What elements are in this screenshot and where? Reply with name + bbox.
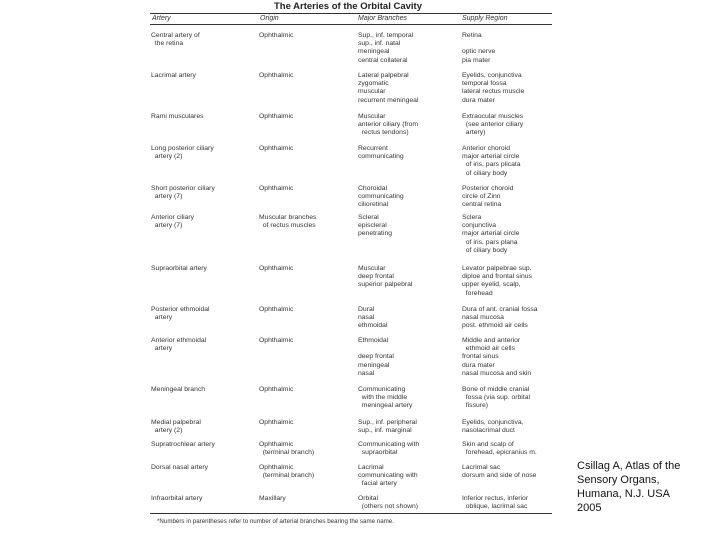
cell-supply-region: Dura of ant. cranial fossa nasal mucosa post. ethmoid air cells	[462, 306, 538, 330]
cell-major-branches: Orbital (others not shown)	[358, 495, 419, 511]
cell-supply-region: Anterior choroid major arterial circle of iris, pars plicata of ciliary body	[462, 145, 521, 177]
cell-major-branches: Lacrimal communicating with facial artery	[358, 464, 418, 488]
cell-major-branches: Sup., inf. peripheral sup., inf. marginal	[358, 419, 417, 435]
cell-artery: Central artery of the retina	[151, 32, 200, 48]
cell-artery: Dorsal nasal artery	[151, 464, 209, 471]
page-title: The Arteries of the Orbital Cavity	[274, 1, 422, 12]
cell-major-branches: Dural nasal ethmoidal	[358, 306, 388, 330]
cell-origin: Maxillary	[259, 495, 286, 502]
cell-origin: Ophthalmic	[259, 337, 294, 344]
cell-major-branches: Communicating with the middle meningeal artery	[358, 386, 413, 410]
cell-major-branches: Communicating with supraorbital	[358, 441, 420, 457]
cell-origin: Ophthalmic	[259, 185, 294, 192]
cell-artery: Supraorbital artery	[151, 265, 207, 272]
column-header-supply-region: Supply Region	[462, 15, 508, 22]
arteries-table-page	[143, 0, 553, 530]
cell-origin: Ophthalmic	[259, 419, 294, 426]
cell-artery: Posterior ethmoidal artery	[151, 306, 210, 322]
credit-line: Humana, N.J. USA	[577, 488, 670, 500]
column-header-origin: Origin	[260, 15, 279, 22]
cell-major-branches: Scleral episcleral penetrating	[358, 214, 393, 238]
cell-supply-region: Retina optic nerve pia mater	[462, 32, 496, 64]
cell-supply-region: Bone of middle cranial fossa (via sup. orbital fissure)	[462, 386, 530, 410]
cell-supply-region: Posterior choroid circle of Zinn central retina	[462, 185, 514, 209]
credit-line: Sensory Organs,	[577, 474, 660, 486]
cell-artery: Infraorbital artery	[151, 495, 203, 502]
cell-artery: Anterior ethmoidal artery	[151, 337, 207, 353]
cell-major-branches: Recurrent communicating	[358, 145, 404, 161]
cell-major-branches: Sup., inf. temporal sup., inf. natal meningeal central collateral	[358, 32, 414, 64]
cell-supply-region: Skin and scalp of forehead, epicranius m.	[462, 441, 537, 457]
cell-artery: Lacrimal artery	[151, 72, 196, 79]
cell-artery: Meningeal branch	[151, 386, 206, 393]
cell-origin: Muscular branches of rectus muscles	[259, 214, 317, 230]
cell-origin: Ophthalmic	[259, 72, 294, 79]
cell-artery: Long posterior ciliary artery (2)	[151, 145, 214, 161]
cell-origin: Ophthalmic (terminal branch)	[259, 441, 315, 457]
cell-supply-region: Levator palpebrae sup. diploe and frontal sinus upper eyelid, scalp, forehead	[462, 265, 532, 297]
top-rule	[150, 13, 552, 14]
cell-origin: Ophthalmic	[259, 265, 294, 272]
bottom-rule	[150, 513, 552, 514]
cell-supply-region: Eyelids, conjunctiva, nasolacrimal duct	[462, 419, 524, 435]
cell-origin: Ophthalmic	[259, 113, 294, 120]
cell-major-branches: Choroidal communicating cilioretinal	[358, 185, 404, 209]
cell-major-branches: Muscular deep frontal superior palpebral	[358, 265, 413, 289]
credit-line: Csillag A, Atlas of the	[577, 460, 681, 472]
cell-origin: Ophthalmic (terminal branch)	[259, 464, 315, 480]
header-rule	[150, 24, 552, 25]
cell-supply-region: Extraocular muscles (see anterior ciliary artery)	[462, 113, 524, 137]
cell-major-branches: Muscular anterior ciliary (from rectus tendons)	[358, 113, 419, 137]
cell-supply-region: Lacrimal sac dorsum and side of nose	[462, 464, 537, 480]
column-header-artery: Artery	[152, 15, 171, 22]
cell-origin: Ophthalmic	[259, 306, 294, 313]
cell-origin: Ophthalmic	[259, 386, 294, 393]
column-header-major-branches: Major Branches	[358, 15, 408, 22]
footnote: *Numbers in parentheses refer to number of arterial branches bearing the same name.	[157, 518, 394, 525]
cell-artery: Anterior ciliary artery (7)	[151, 214, 195, 230]
cell-major-branches: Lateral palpebral zygomatic muscular recurrent meningeal	[358, 72, 419, 104]
cell-supply-region: Middle and anterior ethmoid air cells frontal sinus dura mater nasal mucosa and skin	[462, 337, 532, 377]
source-credit	[577, 459, 717, 515]
cell-supply-region: Sclera conjunctiva major arterial circle of iris, pars plana of ciliary body	[462, 214, 520, 254]
cell-origin: Ophthalmic	[259, 32, 294, 39]
cell-artery: Supratrochlear artery	[151, 441, 215, 448]
cell-artery: Medial palpebral artery (2)	[151, 419, 201, 435]
cell-artery: Short posterior ciliary artery (7)	[151, 185, 215, 201]
cell-supply-region: Inferior rectus, inferior oblique, lacrimal sac	[462, 495, 529, 511]
cell-major-branches: Ethmoidal deep frontal meningeal nasal	[358, 337, 394, 377]
cell-origin: Ophthalmic	[259, 145, 294, 152]
cell-supply-region: Eyelids, conjunctiva temporal fossa lateral rectus muscle dura mater	[462, 72, 525, 104]
credit-line: 2005	[577, 502, 602, 514]
cell-artery: Rami musculares	[151, 113, 204, 120]
